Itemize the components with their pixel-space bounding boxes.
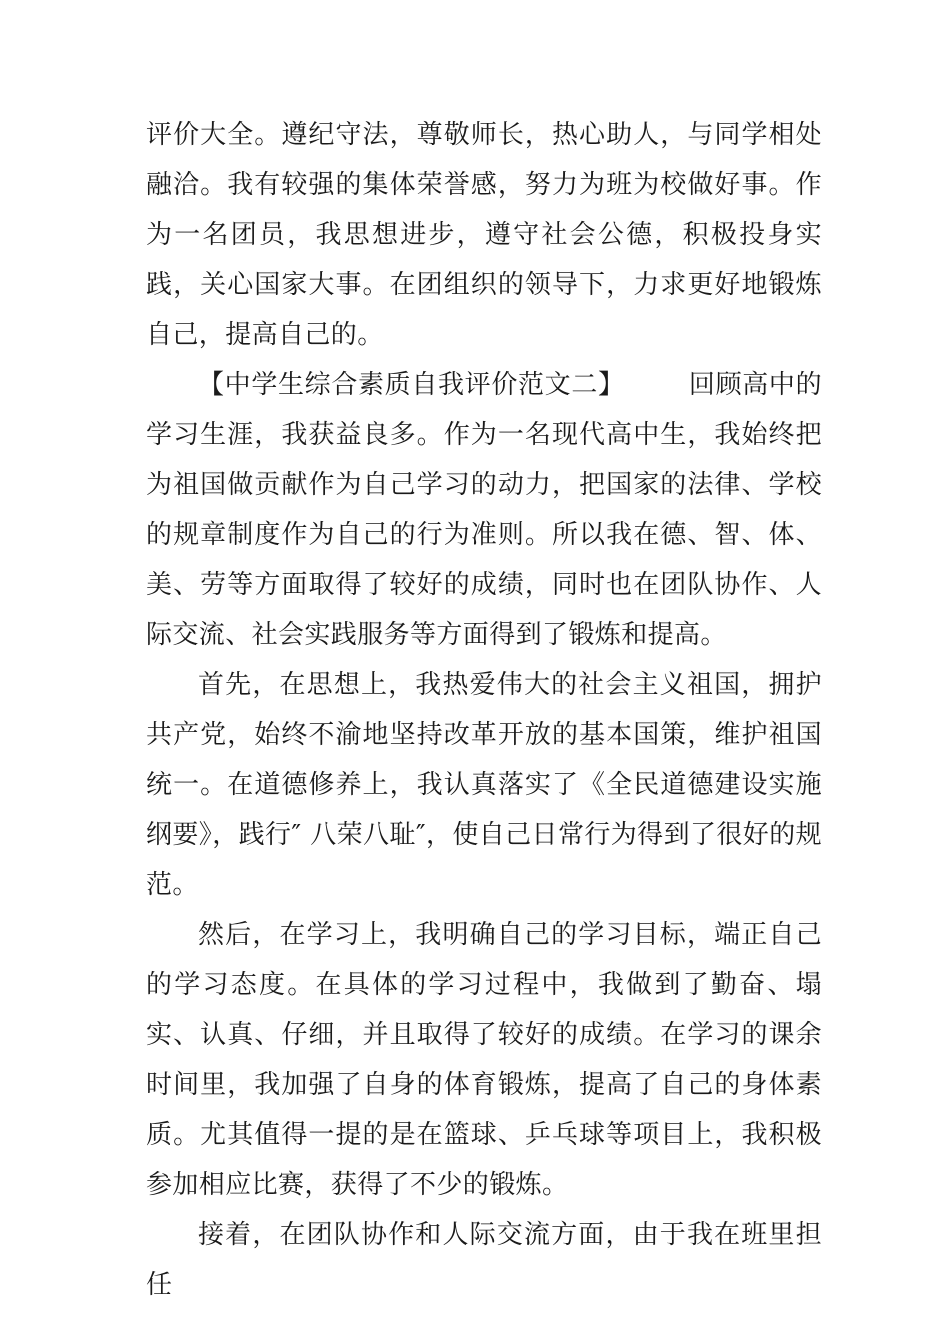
paragraph-text: 接着，在团队协作和人际交流方面，由于我在班里担任	[146, 1220, 822, 1300]
paragraph-text: 然后，在学习上，我明确自己的学习目标，端正自己的学习态度。在具体的学习过程中，我做到了勤奋、塌实、认真、仔细，并且取得了较好的成绩。在学习的课余时间里，我加强了自身的体育锻炼，提高了自己的身体素质。尤其值得一提的是在篮球、乒乓球等项目上，我积极参加相应比赛，获得了不少的锻炼。	[146, 920, 822, 1200]
paragraph-5	[146, 1210, 822, 1310]
paragraph-3	[146, 660, 822, 910]
paragraph-2	[146, 360, 822, 660]
paragraph-text: 评价大全。遵纪守法，尊敬师长，热心助人，与同学相处融洽。我有较强的集体荣誉感，努力为班为校做好事。作为一名团员，我思想进步，遵守社会公德，积极投身实践，关心国家大事。在团组织的领导下，力求更好地锻炼自己，提高自己的。	[146, 120, 822, 350]
paragraph-4	[146, 910, 822, 1210]
document-page	[146, 110, 822, 1310]
paragraph-text: 回顾高中的学习生涯，我获益良多。作为一名现代高中生，我始终把为祖国做贡献作为自己学习的动力，把国家的法律、学校的规章制度作为自己的行为准则。所以我在德、智、体、美、劳等方面取得了较好的成绩，同时也在团队协作、人际交流、社会实践服务等方面得到了锻炼和提高。	[146, 370, 822, 650]
section-heading: 【中学生综合素质自我评价范文二】	[198, 370, 625, 400]
paragraph-1	[146, 110, 822, 360]
paragraph-text: 首先，在思想上，我热爱伟大的社会主义祖国，拥护共产党，始终不渝地坚持改革开放的基本国策，维护祖国统一。在道德修养上，我认真落实了《全民道德建设实施纲要》，践行″ 八荣八耻″，使自己日常行为得到了很好的规范。	[146, 670, 822, 900]
